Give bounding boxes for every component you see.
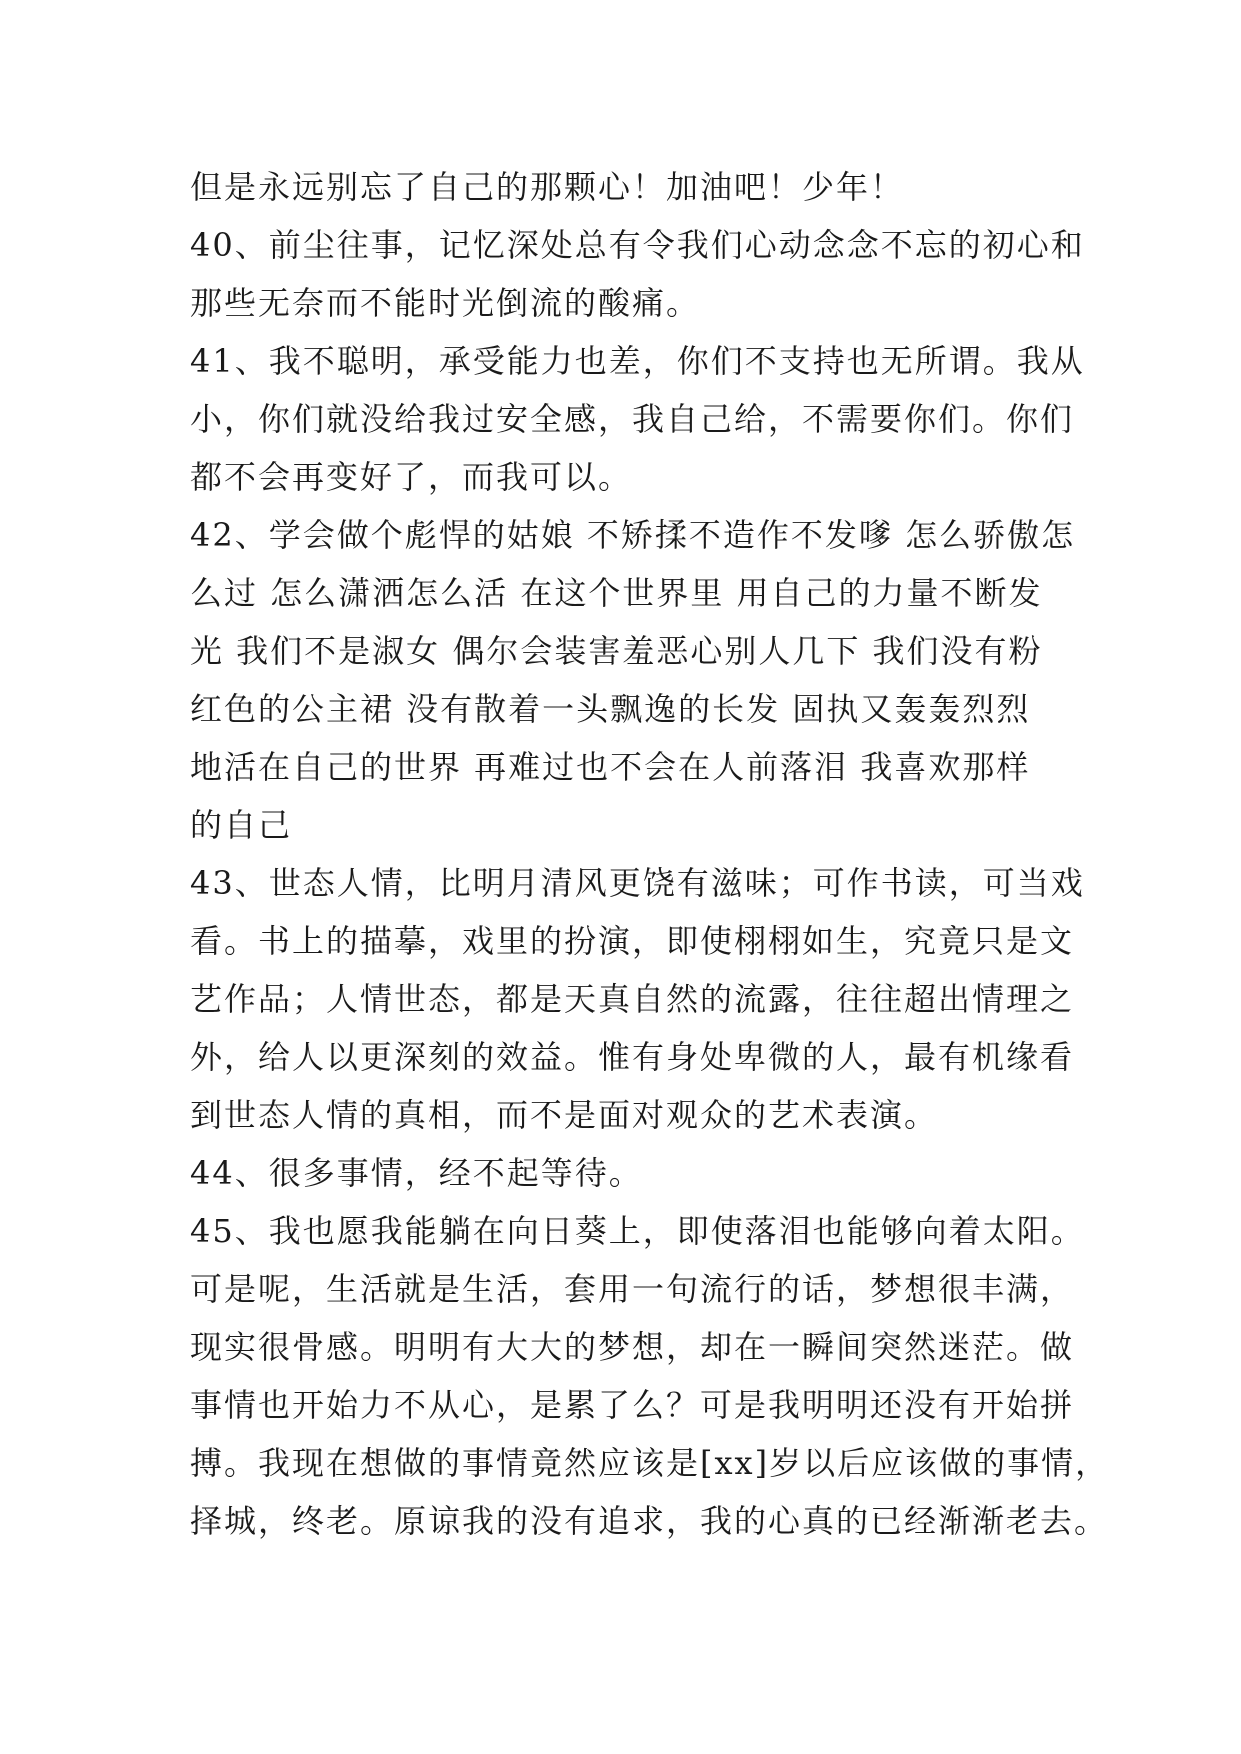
text-line: 搏。我现在想做的事情竟然应该是[xx]岁以后应该做的事情， xyxy=(190,1444,1110,1482)
text-line: 的自己 xyxy=(190,806,293,844)
text-line: 到世态人情的真相，而不是面对观众的艺术表演。 xyxy=(190,1096,939,1134)
text-line: 事情也开始力不从心，是累了么？可是我明明还没有开始拼 xyxy=(190,1386,1075,1424)
text-line: 那些无奈而不能时光倒流的酸痛。 xyxy=(190,284,701,322)
text-line: 41、我不聪明，承受能力也差，你们不支持也无所谓。我从 xyxy=(190,342,1085,380)
text-line: 地活在自己的世界 再难过也不会在人前落泪 我喜欢那样 xyxy=(190,748,1031,786)
text-line: 外，给人以更深刻的效益。惟有身处卑微的人，最有机缘看 xyxy=(190,1038,1075,1076)
text-line: 光 我们不是淑女 偶尔会装害羞恶心别人几下 我们没有粉 xyxy=(190,632,1043,670)
text-line: 择城，终老。原谅我的没有追求，我的心真的已经渐渐老去。 xyxy=(190,1502,1109,1540)
text-line: 可是呢，生活就是生活，套用一句流行的话，梦想很丰满， xyxy=(190,1270,1075,1308)
text-line: 43、世态人情，比明月清风更饶有滋味；可作书读，可当戏 xyxy=(190,864,1085,902)
text-line: 42、学会做个彪悍的姑娘 不矫揉不造作不发嗲 怎么骄傲怎 xyxy=(190,516,1076,554)
text-line: 44、很多事情，经不起等待。 xyxy=(190,1154,643,1192)
text-line: 红色的公主裙 没有散着一头飘逸的长发 固执又轰轰烈烈 xyxy=(190,690,1031,728)
text-line: 看。书上的描摹，戏里的扮演，即使栩栩如生，究竟只是文 xyxy=(190,922,1075,960)
document-body xyxy=(190,158,1110,1550)
text-line: 都不会再变好了，而我可以。 xyxy=(190,458,633,496)
text-line: 小，你们就没给我过安全感，我自己给，不需要你们。你们 xyxy=(190,400,1075,438)
text-line: 40、前尘往事，记忆深处总有令我们心动念念不忘的初心和 xyxy=(190,226,1085,264)
text-line: 艺作品；人情世态，都是天真自然的流露，往往超出情理之 xyxy=(190,980,1075,1018)
text-line: 但是永远别忘了自己的那颗心！加油吧！少年！ xyxy=(190,168,905,206)
text-line: 现实很骨感。明明有大大的梦想，却在一瞬间突然迷茫。做 xyxy=(190,1328,1075,1366)
text-line: 么过 怎么潇洒怎么活 在这个世界里 用自己的力量不断发 xyxy=(190,574,1043,612)
text-line: 45、我也愿我能躺在向日葵上，即使落泪也能够向着太阳。 xyxy=(190,1212,1085,1250)
